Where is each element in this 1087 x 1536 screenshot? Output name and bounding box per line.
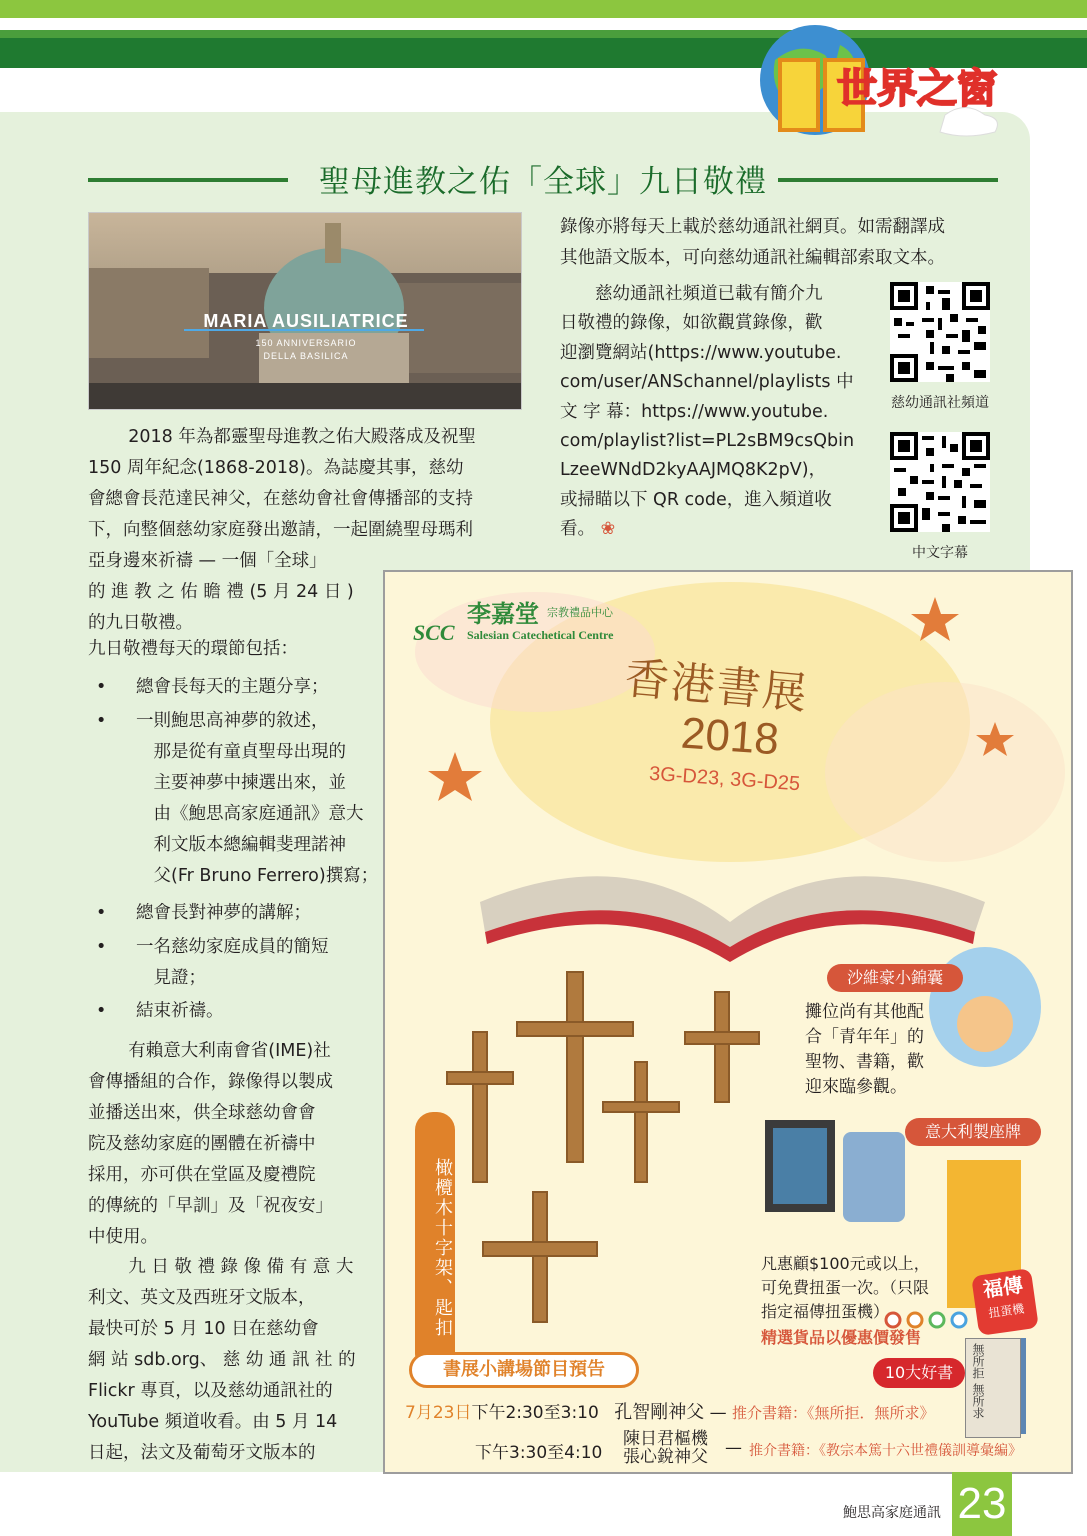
gacha-line: 可免費扭蛋一次。（只限 xyxy=(761,1278,930,1297)
bullet-text: 總會長每天的主題分享； xyxy=(136,677,329,697)
bullet-line: 見證； xyxy=(153,968,206,988)
bullet-text: 總會長對神夢的講解； xyxy=(136,903,311,923)
gacha-badge-line1: 福傳 xyxy=(981,1272,1025,1302)
qr-channel-label: 慈幼通訊社頻道 xyxy=(891,395,989,411)
intro-line: 2018 年為都靈聖母進教之佑大殿落成及祝聖 xyxy=(128,427,476,447)
slot2-dash: — xyxy=(725,1438,742,1458)
qr-code-channel[interactable] xyxy=(890,282,990,382)
article-title: 聖母進教之佑「全球」九日敬禮 xyxy=(319,164,767,200)
para2-line: 採用，亦可供在堂區及慶禮院 xyxy=(88,1165,316,1185)
paragraph-3 xyxy=(88,1252,378,1469)
bullet-text xyxy=(136,706,386,892)
right-intro xyxy=(560,212,1000,274)
photo-subcaption-1: 150 ANNIVERSARIO xyxy=(255,338,357,348)
bullet-line: 主要神夢中揀選出來，並 xyxy=(153,773,346,793)
event-year: 2018 xyxy=(679,708,781,765)
brand-cn: 李嘉堂 xyxy=(467,600,539,628)
world-window-logo xyxy=(745,20,1005,145)
bullet-dot: • xyxy=(96,937,107,957)
slot2-time: 下午3:30至4:10 xyxy=(475,1443,603,1463)
slot1-speaker: 孔智剛神父 xyxy=(614,1402,705,1423)
qr-subtitles-label: 中文字幕 xyxy=(912,545,968,561)
gacha-text xyxy=(761,1252,971,1324)
program-heading: 書展小講場節目預告 xyxy=(409,1352,639,1388)
page-number: 23 xyxy=(952,1472,1012,1536)
bullet-dot: • xyxy=(96,711,107,731)
para2-line: 院及慈幼家庭的團體在祈禱中 xyxy=(88,1134,316,1154)
event-booths: 3G-D23, 3G-D25 xyxy=(648,762,801,796)
right-intro-line: 錄像亦將每天上載於慈幼通訊社網頁。如需翻譯成 xyxy=(560,217,945,237)
gacha-badge xyxy=(971,1268,1039,1336)
top-band-light-stripe xyxy=(0,0,1087,18)
discount-text: 精選貨品以優惠價發售 xyxy=(761,1328,922,1347)
top10-badge: 10大好書 xyxy=(873,1358,965,1388)
list-heading: 九日敬禮每天的環節包括： xyxy=(88,639,298,659)
article-title-row xyxy=(88,152,998,200)
scc-mark: SCC xyxy=(413,620,455,645)
right-para-last: 看。 xyxy=(560,519,595,540)
bullet-line: 父(Fr Bruno Ferrero)撰寫； xyxy=(153,866,379,886)
para3-line: 日起，法文及葡萄牙文版本的 xyxy=(88,1443,316,1463)
right-para-line: 迎瀏覽網站(https://www.youtube. xyxy=(560,342,842,363)
slot2-book: 推介書籍：《教宗本篤十六世禮儀訓導彙編》 xyxy=(749,1443,1022,1459)
para3-line: YouTube 頻道收看。由 5 月 14 xyxy=(88,1412,338,1432)
bullet-text xyxy=(136,932,386,994)
bullet-dot: • xyxy=(96,903,107,923)
pouch-line: 合「青年年」的 xyxy=(805,1027,924,1047)
pouch-line: 聖物、書籍，歡 xyxy=(805,1052,924,1072)
right-para-line: 日敬禮的錄像，如欲觀賞錄像，歡 xyxy=(560,313,823,334)
para3-line: 九 日 敬 禮 錄 像 備 有 意 大 xyxy=(128,1257,354,1277)
logo-text: 世界之窗 xyxy=(837,66,997,112)
bullet-line: 一名慈幼家庭成員的簡短 xyxy=(136,937,329,957)
intro-line: 亞身邊來祈禱 — 一個「全球」 xyxy=(88,551,327,571)
intro-line: 150 周年紀念(1868-2018)。為誌慶其事，慈幼 xyxy=(88,458,464,478)
intro-line: 會總會長范達民神父，在慈幼會社會傳播部的支持 xyxy=(88,489,473,509)
para2-line: 中使用。 xyxy=(88,1227,158,1247)
bullet-line: 一則鮑思高神夢的敘述， xyxy=(136,711,329,731)
para2-line: 有賴意大利南會省(IME)社 xyxy=(128,1041,331,1061)
program-slot-1 xyxy=(405,1398,1065,1428)
slot2-speaker1: 陳日君樞機 xyxy=(623,1429,708,1449)
right-para-line: 或掃瞄以下 QR code，進入頻道收 xyxy=(560,489,832,510)
bullet-line: 利文版本總編輯斐理諾神 xyxy=(153,835,346,855)
book-cover-title: 無所拒 無所求 xyxy=(971,1343,985,1419)
pouch-line: 攤位尚有其他配 xyxy=(805,1002,924,1022)
slot2-speakers xyxy=(623,1430,708,1466)
gacha-badge-line2: 扭蛋機 xyxy=(987,1301,1026,1321)
qr-code-chinese-subtitles[interactable] xyxy=(890,432,990,532)
pouch-text xyxy=(805,1000,945,1100)
slot1-dash: — xyxy=(709,1403,733,1423)
program-slot-2 xyxy=(475,1430,1065,1470)
photo-subcaption-2: DELLA BASILICA xyxy=(263,351,349,361)
para3-line: Flickr 專頁，以及慈幼通訊社的 xyxy=(88,1381,333,1401)
right-para-line: LzeeWNdD2kyAAJMQ8K2pV)， xyxy=(560,460,827,481)
gacha-line: 凡惠顧$100元或以上， xyxy=(761,1254,930,1273)
tag-plaque: 意大利製座牌 xyxy=(905,1118,1041,1146)
slot2-speaker2: 張心銳神父 xyxy=(623,1447,708,1467)
bullet-line: 那是從有童貞聖母出現的 xyxy=(153,742,346,762)
tag-pouch: 沙維豪小錦囊 xyxy=(827,964,963,992)
right-para-line: 文 字 幕：https://www.youtube. xyxy=(560,401,829,422)
para3-line: 最快可於 5 月 10 日在慈幼會 xyxy=(88,1319,319,1339)
brand-cn-sub: 宗教禮品中心 xyxy=(547,606,613,619)
para3-line: 網 站 sdb.org、 慈 幼 通 訊 社 的 xyxy=(88,1350,356,1370)
basilica-photo xyxy=(88,212,522,410)
right-para xyxy=(560,280,870,545)
event-title: 香港書展 xyxy=(622,653,811,720)
program-date: 7月23日 xyxy=(405,1403,472,1423)
right-para-line xyxy=(560,515,870,544)
magazine-name: 鮑思高家庭通訊 xyxy=(843,1505,941,1521)
bullet-line: 由《鮑思高家庭通訊》意大 xyxy=(153,804,364,824)
olive-cross-label: 橄欖木十字架、匙扣 xyxy=(432,1158,453,1338)
bullet-text: 結束祈禱。 xyxy=(136,1001,224,1021)
right-intro-line: 其他語文版本，可向慈幼通訊社編輯部索取文本。 xyxy=(560,248,945,268)
right-para-line: com/playlist?list=PL2sBM9csQbin xyxy=(560,431,855,452)
para2-line: 的傳統的「早訓」及「祝夜安」 xyxy=(88,1196,333,1216)
right-para-line: com/user/ANSchannel/playlists 中 xyxy=(560,372,854,393)
paragraph-2 xyxy=(88,1036,378,1253)
intro-line: 下，向整個慈幼家庭發出邀請，一起圍繞聖母瑪利 xyxy=(88,520,473,540)
crucifix-icon xyxy=(447,972,759,1322)
para2-line: 並播送出來，供全球慈幼會會 xyxy=(88,1103,316,1123)
slot1-book: 推介書籍：《無所拒．無所求》 xyxy=(732,1404,935,1422)
pouch-line: 迎來臨參觀。 xyxy=(805,1077,907,1097)
para2-line: 會傳播組的合作，錄像得以製成 xyxy=(88,1072,333,1092)
gacha-line: 指定福傳扭蛋機） xyxy=(761,1302,890,1321)
olive-cross-tag xyxy=(415,1112,455,1372)
bullet-dot: • xyxy=(96,677,107,697)
para3-line: 利文、英文及西班牙文版本， xyxy=(88,1288,316,1308)
bullet-dot: • xyxy=(96,1001,107,1021)
intro-line: 的 進 教 之 佑 瞻 禮 (5 月 24 日 ) xyxy=(88,582,354,602)
intro-line: 的九日敬禮。 xyxy=(88,613,193,633)
photo-caption: MARIA AUSILIATRICE xyxy=(203,311,409,331)
brand-en: Salesian Catechetical Centre xyxy=(467,628,614,642)
right-para-line: 慈幼通訊社頻道已載有簡介九 xyxy=(595,284,823,304)
book-fair-advertisement xyxy=(383,570,1073,1474)
slot1-time: 下午2:30至3:10 xyxy=(471,1403,599,1423)
ornament-icon: ❀ xyxy=(600,519,616,540)
